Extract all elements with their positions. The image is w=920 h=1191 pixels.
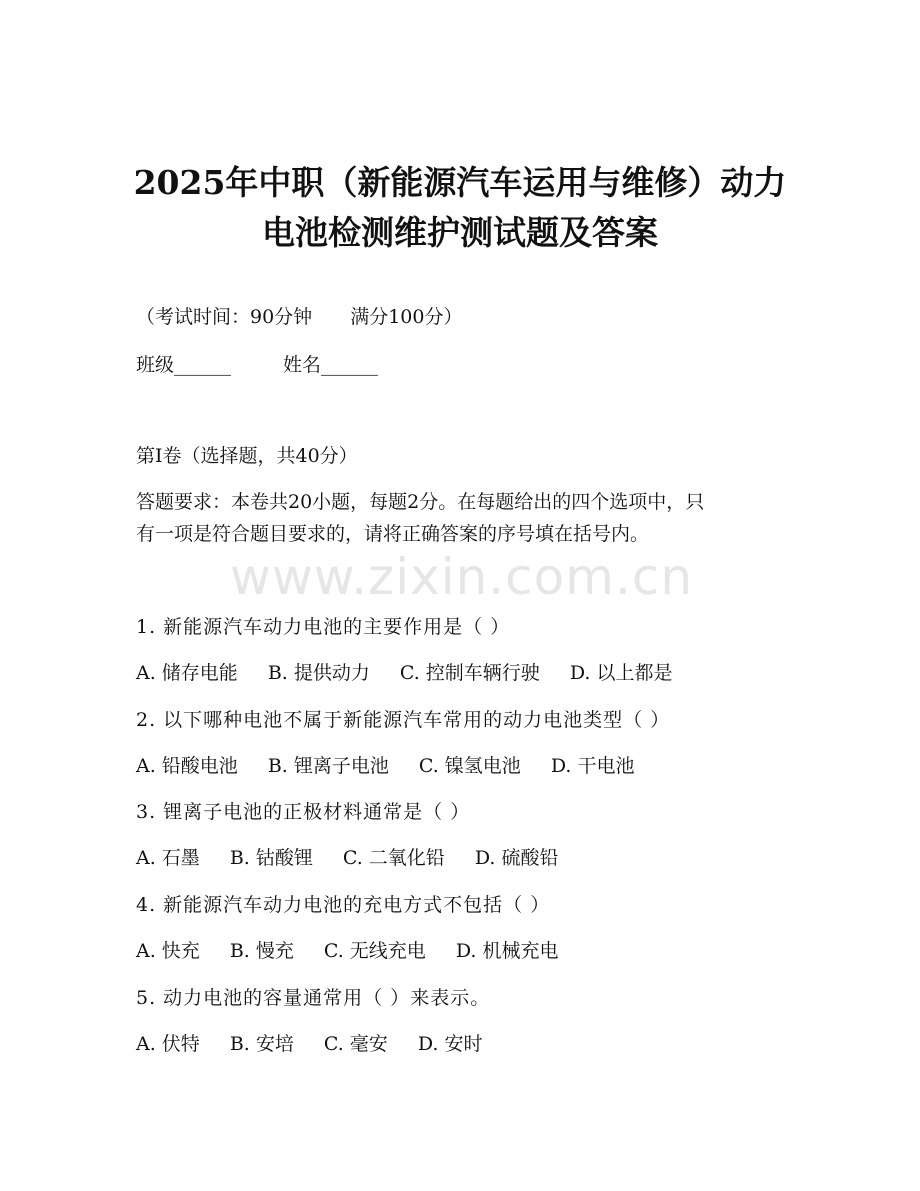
question-options [136, 751, 634, 778]
option-c: C. 控制车辆行驶 [399, 662, 540, 684]
option-b: B. 钴酸锂 [229, 847, 313, 869]
option-d: D. 安时 [417, 1033, 483, 1055]
option-b: B. 锂离子电池 [267, 755, 389, 777]
class-field-label: 班级______ [136, 354, 232, 376]
option-c: C. 镍氢电池 [418, 755, 521, 777]
answer-requirement-line2: 有一项是符合题目要求的，请将正确答案的序号填在括号内。 [136, 523, 650, 545]
name-field-label: 姓名______ [283, 354, 379, 376]
exam-score: 满分100分） [350, 306, 463, 328]
option-a: A. 石墨 [136, 847, 200, 869]
option-b: B. 安培 [229, 1033, 294, 1055]
question-stem: 3. 锂离子电池的正极材料通常是（ ） [136, 801, 471, 823]
option-a: A. 铅酸电池 [136, 755, 238, 777]
option-d: D. 硫酸铅 [474, 847, 559, 869]
option-d: D. 以上都是 [569, 662, 673, 684]
question-stem: 1. 新能源汽车动力电池的主要作用是（ ） [136, 616, 511, 638]
option-a: A. 储存电能 [136, 662, 238, 684]
document-title-line1: 2025年中职（新能源汽车运用与维修）动力 [133, 163, 787, 202]
watermark: www.zixin.com.cn [230, 548, 694, 606]
option-b: B. 慢充 [229, 940, 294, 962]
option-b: B. 提供动力 [267, 662, 370, 684]
option-a: A. 伏特 [136, 1033, 200, 1055]
option-c: C. 毫安 [323, 1033, 388, 1055]
document-title-line2: 电池检测维护测试题及答案 [262, 213, 658, 252]
question-options [136, 1029, 482, 1056]
option-d: D. 干电池 [550, 755, 635, 777]
question-options [136, 936, 558, 963]
option-a: A. 快充 [136, 940, 200, 962]
question-stem: 4. 新能源汽车动力电池的充电方式不包括（ ） [136, 894, 551, 916]
question-options [136, 658, 672, 685]
option-c: C. 无线充电 [323, 940, 426, 962]
question-options [136, 843, 558, 870]
option-d: D. 机械充电 [455, 940, 559, 962]
option-c: C. 二氧化铅 [342, 847, 445, 869]
exam-info [136, 302, 462, 329]
student-info [136, 350, 378, 377]
answer-requirement-line1: 答题要求：本卷共20小题，每题2分。在每题给出的四个选项中，只 [136, 491, 705, 513]
question-stem: 2. 以下哪种电池不属于新能源汽车常用的动力电池类型（ ） [136, 709, 671, 731]
exam-time: （考试时间：90分钟 [136, 306, 313, 328]
question-stem: 5. 动力电池的容量通常用（ ）来表示。 [136, 987, 491, 1009]
section-heading: 第I卷（选择题，共40分） [136, 445, 358, 467]
